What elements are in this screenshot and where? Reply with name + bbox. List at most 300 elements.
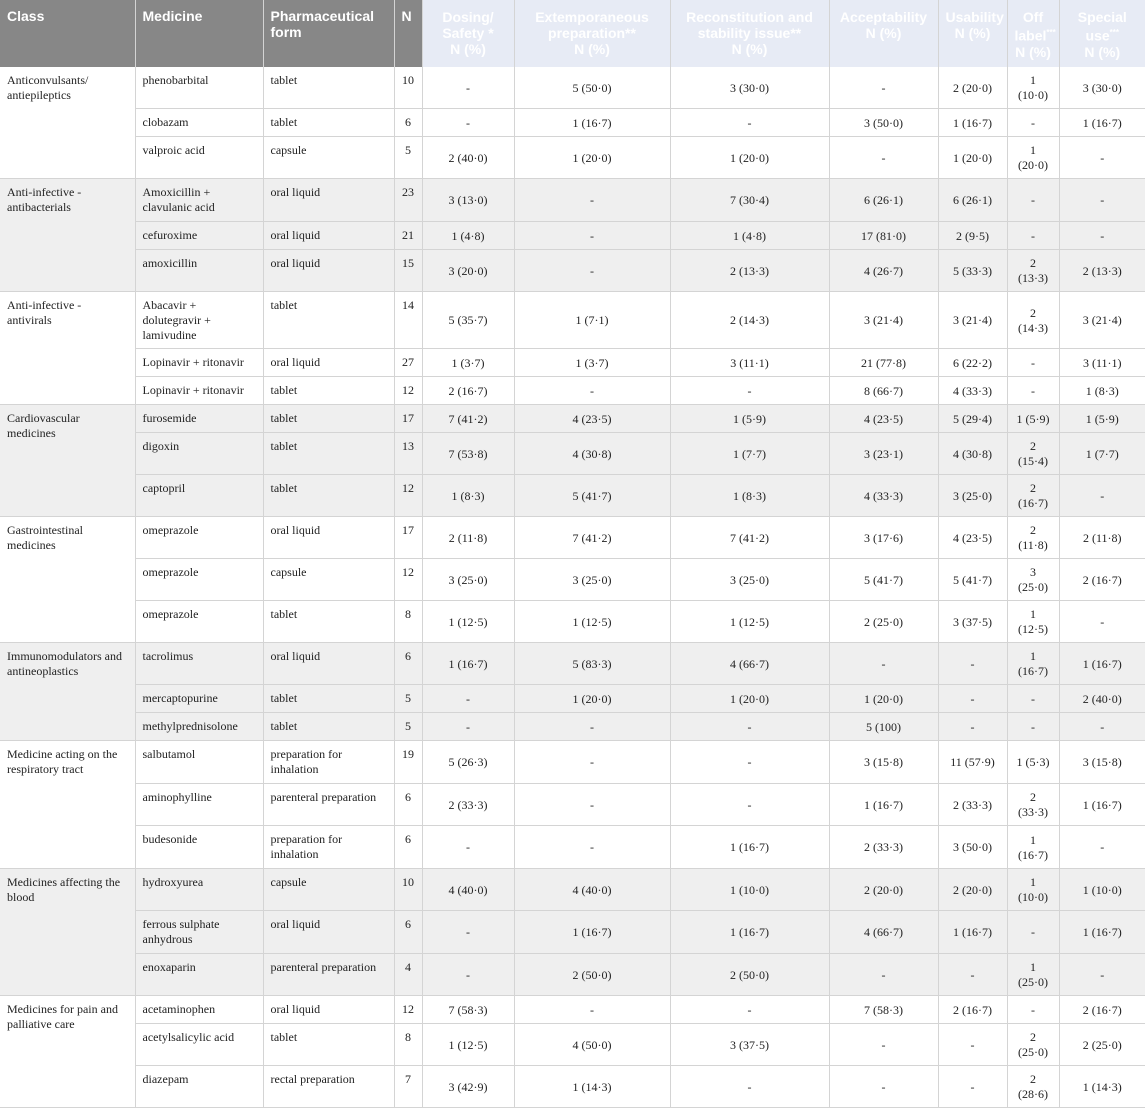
reconstitution-cell: 1 (16·7) [670, 911, 829, 954]
header-special-use-unit: N (%) [1084, 43, 1121, 60]
header-acceptability-label: Acceptability [839, 9, 928, 25]
acceptability-cell: 4 (26·7) [829, 250, 938, 292]
medicine-cell: valproic acid [135, 137, 263, 179]
acceptability-cell: - [829, 1066, 938, 1108]
special-use-cell: - [1059, 713, 1145, 741]
n-cell: 17 [394, 517, 422, 559]
form-cell: tablet [263, 292, 394, 349]
dosing-cell: 4 (40·0) [422, 869, 514, 911]
table-row [0, 869, 1145, 911]
off-label-cell: - [1007, 222, 1059, 250]
form-cell: rectal preparation [263, 1066, 394, 1108]
n-cell: 27 [394, 349, 422, 377]
special-use-cell: 2 (25·0) [1059, 1024, 1145, 1066]
acceptability-cell: - [829, 954, 938, 996]
special-use-cell: 3 (21·4) [1059, 292, 1145, 349]
dosing-cell: 1 (12·5) [422, 601, 514, 643]
reconstitution-cell: 3 (37·5) [670, 1024, 829, 1066]
form-cell: tablet [263, 405, 394, 433]
off-label-cell: 3 (25·0) [1007, 559, 1059, 601]
special-use-cell: 1 (16·7) [1059, 109, 1145, 137]
off-label-cell: 1 (10·0) [1007, 67, 1059, 109]
n-cell: 23 [394, 179, 422, 222]
n-cell: 5 [394, 685, 422, 713]
form-cell: tablet [263, 685, 394, 713]
n-cell: 4 [394, 954, 422, 996]
special-use-cell: 1 (7·7) [1059, 433, 1145, 475]
special-use-cell: - [1059, 222, 1145, 250]
reconstitution-cell: 1 (20·0) [670, 137, 829, 179]
extemporaneous-cell: 4 (23·5) [514, 405, 670, 433]
header-usability-label: Usability [945, 9, 1004, 25]
acceptability-cell: 3 (21·4) [829, 292, 938, 349]
special-use-cell: 1 (8·3) [1059, 377, 1145, 405]
off-label-cell: 1 (5·9) [1007, 405, 1059, 433]
extemporaneous-cell: 1 (14·3) [514, 1066, 670, 1108]
table-row [0, 713, 1145, 741]
n-cell: 12 [394, 475, 422, 517]
header-extemporaneous-unit: N (%) [574, 41, 610, 57]
off-label-cell: - [1007, 109, 1059, 137]
table-row [0, 67, 1145, 109]
class-cell: Anticonvulsants/ antiepileptics [0, 67, 135, 179]
table-row [0, 179, 1145, 222]
form-cell: preparation for inhalation [263, 826, 394, 869]
table-row [0, 826, 1145, 869]
acceptability-cell: 17 (81·0) [829, 222, 938, 250]
usability-cell: 2 (20·0) [938, 67, 1007, 109]
form-cell: tablet [263, 377, 394, 405]
special-use-cell: - [1059, 137, 1145, 179]
acceptability-cell: - [829, 67, 938, 109]
n-cell: 14 [394, 292, 422, 349]
dosing-cell: 3 (42·9) [422, 1066, 514, 1108]
n-cell: 6 [394, 784, 422, 826]
usability-cell: - [938, 1066, 1007, 1108]
dosing-cell: 1 (8·3) [422, 475, 514, 517]
usability-cell: 5 (33·3) [938, 250, 1007, 292]
medicine-cell: tacrolimus [135, 643, 263, 685]
special-use-cell: - [1059, 475, 1145, 517]
extemporaneous-cell: - [514, 826, 670, 869]
special-use-cell: 1 (10·0) [1059, 869, 1145, 911]
table-row [0, 911, 1145, 954]
header-form: Pharmaceutical form [263, 0, 394, 67]
medicine-cell: cefuroxime [135, 222, 263, 250]
dosing-cell: 3 (13·0) [422, 179, 514, 222]
special-use-cell: 1 (16·7) [1059, 911, 1145, 954]
n-cell: 5 [394, 137, 422, 179]
header-special-use-label: Special use [1077, 9, 1127, 44]
usability-cell: 1 (16·7) [938, 109, 1007, 137]
special-use-cell: 3 (15·8) [1059, 741, 1145, 784]
medicine-cell: Lopinavir + ritonavir [135, 349, 263, 377]
special-use-cell: 3 (30·0) [1059, 67, 1145, 109]
n-cell: 6 [394, 109, 422, 137]
acceptability-cell: 2 (25·0) [829, 601, 938, 643]
reconstitution-cell: - [670, 741, 829, 784]
table-row [0, 222, 1145, 250]
table-row [0, 1066, 1145, 1108]
extemporaneous-cell: - [514, 741, 670, 784]
dosing-cell: 1 (4·8) [422, 222, 514, 250]
n-cell: 6 [394, 826, 422, 869]
form-cell: tablet [263, 1024, 394, 1066]
extemporaneous-cell: 2 (50·0) [514, 954, 670, 996]
reconstitution-cell: - [670, 109, 829, 137]
reconstitution-cell: 1 (12·5) [670, 601, 829, 643]
dosing-cell: 2 (11·8) [422, 517, 514, 559]
usability-cell: 11 (57·9) [938, 741, 1007, 784]
medicine-cell: Lopinavir + ritonavir [135, 377, 263, 405]
usability-cell: 5 (29·4) [938, 405, 1007, 433]
table-row [0, 517, 1145, 559]
acceptability-cell: 5 (41·7) [829, 559, 938, 601]
header-off-label-label: Off label [1014, 9, 1047, 44]
header-off-label-unit: N (%) [1015, 43, 1051, 60]
medicine-cell: furosemide [135, 405, 263, 433]
reconstitution-cell: - [670, 996, 829, 1024]
off-label-cell: 1 (20·0) [1007, 137, 1059, 179]
usability-cell: 4 (23·5) [938, 517, 1007, 559]
acceptability-cell: 3 (15·8) [829, 741, 938, 784]
reconstitution-cell: 3 (30·0) [670, 67, 829, 109]
n-cell: 5 [394, 713, 422, 741]
dosing-cell: 1 (16·7) [422, 643, 514, 685]
reconstitution-cell: 4 (66·7) [670, 643, 829, 685]
usability-cell: 2 (20·0) [938, 869, 1007, 911]
class-cell: Medicines affecting the blood [0, 869, 135, 996]
acceptability-cell: 3 (17·6) [829, 517, 938, 559]
header-n: N [394, 0, 422, 67]
usability-cell: 4 (30·8) [938, 433, 1007, 475]
header-reconstitution-label: Reconstitution and stability issue** [686, 9, 813, 41]
off-label-cell: 2 (13·3) [1007, 250, 1059, 292]
form-cell: oral liquid [263, 911, 394, 954]
special-use-cell: 1 (16·7) [1059, 784, 1145, 826]
acceptability-cell: - [829, 137, 938, 179]
n-cell: 6 [394, 911, 422, 954]
medicine-cell: clobazam [135, 109, 263, 137]
class-cell: Anti-infective - antibacterials [0, 179, 135, 292]
off-label-cell: 2 (16·7) [1007, 475, 1059, 517]
dosing-cell: 1 (12·5) [422, 1024, 514, 1066]
dosing-cell: 5 (26·3) [422, 741, 514, 784]
reconstitution-cell: 3 (25·0) [670, 559, 829, 601]
acceptability-cell: 21 (77·8) [829, 349, 938, 377]
table-row [0, 954, 1145, 996]
special-use-cell: - [1059, 954, 1145, 996]
extemporaneous-cell: - [514, 222, 670, 250]
header-extemporaneous [514, 0, 670, 67]
table-row [0, 559, 1145, 601]
form-cell: tablet [263, 109, 394, 137]
acceptability-cell: 4 (33·3) [829, 475, 938, 517]
medicine-cell: aminophylline [135, 784, 263, 826]
off-label-cell: 1 (16·7) [1007, 643, 1059, 685]
extemporaneous-cell: 1 (12·5) [514, 601, 670, 643]
reconstitution-cell: 1 (10·0) [670, 869, 829, 911]
reconstitution-cell: 7 (30·4) [670, 179, 829, 222]
reconstitution-cell: 2 (13·3) [670, 250, 829, 292]
extemporaneous-cell: 1 (7·1) [514, 292, 670, 349]
extemporaneous-cell: 5 (50·0) [514, 67, 670, 109]
table-row [0, 601, 1145, 643]
form-cell: oral liquid [263, 222, 394, 250]
reconstitution-cell: 7 (41·2) [670, 517, 829, 559]
usability-cell: 6 (22·2) [938, 349, 1007, 377]
form-cell: tablet [263, 713, 394, 741]
off-label-cell: - [1007, 911, 1059, 954]
table-row [0, 475, 1145, 517]
medicine-cell: omeprazole [135, 517, 263, 559]
table-header [0, 0, 1145, 67]
header-reconstitution-unit: N (%) [731, 41, 768, 57]
usability-cell: 2 (9·5) [938, 222, 1007, 250]
usability-cell: 3 (37·5) [938, 601, 1007, 643]
class-cell: Medicine acting on the respiratory tract [0, 741, 135, 869]
class-cell: Anti-infective - antivirals [0, 292, 135, 405]
off-label-cell: - [1007, 685, 1059, 713]
usability-cell: - [938, 1024, 1007, 1066]
extemporaneous-cell: - [514, 784, 670, 826]
special-use-cell: - [1059, 601, 1145, 643]
table-row [0, 741, 1145, 784]
medicine-cell: digoxin [135, 433, 263, 475]
form-cell: capsule [263, 559, 394, 601]
reconstitution-cell: 1 (7·7) [670, 433, 829, 475]
form-cell: oral liquid [263, 517, 394, 559]
off-label-cell: 2 (11·8) [1007, 517, 1059, 559]
n-cell: 13 [394, 433, 422, 475]
reconstitution-cell: 1 (5·9) [670, 405, 829, 433]
medicine-cell: salbutamol [135, 741, 263, 784]
medicine-cell: acetaminophen [135, 996, 263, 1024]
n-cell: 12 [394, 377, 422, 405]
medicine-cell: omeprazole [135, 559, 263, 601]
acceptability-cell: 8 (66·7) [829, 377, 938, 405]
table-row [0, 643, 1145, 685]
extemporaneous-cell: 3 (25·0) [514, 559, 670, 601]
header-usability-unit: N (%) [954, 25, 991, 41]
off-label-cell: - [1007, 996, 1059, 1024]
usability-cell: - [938, 713, 1007, 741]
usability-cell: 6 (26·1) [938, 179, 1007, 222]
off-label-cell: 1 (12·5) [1007, 601, 1059, 643]
acceptability-cell: 1 (20·0) [829, 685, 938, 713]
off-label-cell: 2 (25·0) [1007, 1024, 1059, 1066]
dosing-cell: 7 (53·8) [422, 433, 514, 475]
n-cell: 19 [394, 741, 422, 784]
class-cell: Immunomodulators and antineoplastics [0, 643, 135, 741]
acceptability-cell: 5 (100) [829, 713, 938, 741]
dosing-cell: - [422, 954, 514, 996]
header-acceptability-unit: N (%) [865, 25, 902, 41]
dosing-cell: 3 (25·0) [422, 559, 514, 601]
n-cell: 8 [394, 1024, 422, 1066]
table-body [0, 67, 1145, 1108]
special-use-cell: 2 (13·3) [1059, 250, 1145, 292]
dosing-cell: - [422, 685, 514, 713]
table-row [0, 685, 1145, 713]
acceptability-cell: 4 (66·7) [829, 911, 938, 954]
acceptability-cell: 4 (23·5) [829, 405, 938, 433]
dosing-cell: 2 (16·7) [422, 377, 514, 405]
acceptability-cell: - [829, 1024, 938, 1066]
usability-cell: 2 (16·7) [938, 996, 1007, 1024]
table-row [0, 137, 1145, 179]
usability-cell: 5 (41·7) [938, 559, 1007, 601]
off-label-cell: 2 (33·3) [1007, 784, 1059, 826]
usability-cell: 2 (33·3) [938, 784, 1007, 826]
special-use-cell: 2 (16·7) [1059, 996, 1145, 1024]
form-cell: oral liquid [263, 250, 394, 292]
acceptability-cell: 2 (20·0) [829, 869, 938, 911]
special-use-cell: - [1059, 826, 1145, 869]
off-label-cell: 1 (25·0) [1007, 954, 1059, 996]
form-cell: oral liquid [263, 179, 394, 222]
medicine-cell: acetylsalicylic acid [135, 1024, 263, 1066]
reconstitution-cell: 1 (4·8) [670, 222, 829, 250]
reconstitution-cell: 1 (20·0) [670, 685, 829, 713]
dosing-cell: - [422, 911, 514, 954]
special-use-cell: 2 (40·0) [1059, 685, 1145, 713]
header-class: Class [0, 0, 135, 67]
reconstitution-cell: 3 (11·1) [670, 349, 829, 377]
usability-cell: - [938, 685, 1007, 713]
special-use-cell: 1 (16·7) [1059, 643, 1145, 685]
medicine-cell: captopril [135, 475, 263, 517]
table-row [0, 405, 1145, 433]
reconstitution-cell: - [670, 713, 829, 741]
off-label-cell: 1 (16·7) [1007, 826, 1059, 869]
usability-cell: 1 (20·0) [938, 137, 1007, 179]
table-row [0, 1024, 1145, 1066]
n-cell: 17 [394, 405, 422, 433]
n-cell: 21 [394, 222, 422, 250]
off-label-cell: - [1007, 377, 1059, 405]
form-cell: tablet [263, 67, 394, 109]
extemporaneous-cell: 1 (16·7) [514, 109, 670, 137]
dosing-cell: - [422, 826, 514, 869]
table-row [0, 377, 1145, 405]
medicine-cell: Abacavir + dolutegravir + lamivudine [135, 292, 263, 349]
extemporaneous-cell: - [514, 250, 670, 292]
extemporaneous-cell: 5 (41·7) [514, 475, 670, 517]
header-special-use: Special use*** N (%) [1059, 0, 1145, 67]
off-label-cell: 2 (14·3) [1007, 292, 1059, 349]
off-label-cell: - [1007, 179, 1059, 222]
form-cell: tablet [263, 433, 394, 475]
reconstitution-cell: 2 (50·0) [670, 954, 829, 996]
off-label-cell: - [1007, 349, 1059, 377]
table-row [0, 349, 1145, 377]
medicine-cell: ferrous sulphate anhydrous [135, 911, 263, 954]
extemporaneous-cell: 4 (50·0) [514, 1024, 670, 1066]
off-label-cell: 1 (10·0) [1007, 869, 1059, 911]
medicine-cell: methylprednisolone [135, 713, 263, 741]
acceptability-cell: 6 (26·1) [829, 179, 938, 222]
n-cell: 7 [394, 1066, 422, 1108]
dosing-cell: 7 (41·2) [422, 405, 514, 433]
header-dosing [422, 0, 514, 67]
medicine-cell: omeprazole [135, 601, 263, 643]
off-label-cell: - [1007, 713, 1059, 741]
usability-cell: 4 (33·3) [938, 377, 1007, 405]
dosing-cell: 2 (33·3) [422, 784, 514, 826]
extemporaneous-cell: 1 (3·7) [514, 349, 670, 377]
dosing-cell: - [422, 109, 514, 137]
header-usability [938, 0, 1007, 67]
acceptability-cell: 3 (50·0) [829, 109, 938, 137]
dosing-cell: 2 (40·0) [422, 137, 514, 179]
extemporaneous-cell: 5 (83·3) [514, 643, 670, 685]
n-cell: 10 [394, 67, 422, 109]
acceptability-cell: 7 (58·3) [829, 996, 938, 1024]
header-off-label: Off label*** N (%) [1007, 0, 1059, 67]
n-cell: 8 [394, 601, 422, 643]
class-cell: Gastrointestinal medicines [0, 517, 135, 643]
form-cell: oral liquid [263, 643, 394, 685]
special-use-cell: 2 (11·8) [1059, 517, 1145, 559]
header-acceptability [829, 0, 938, 67]
off-label-cell: 1 (5·3) [1007, 741, 1059, 784]
acceptability-cell: - [829, 643, 938, 685]
form-cell: capsule [263, 137, 394, 179]
table-row [0, 250, 1145, 292]
table-row [0, 109, 1145, 137]
header-reconstitution [670, 0, 829, 67]
usability-cell: - [938, 643, 1007, 685]
table-row [0, 996, 1145, 1024]
medicine-cell: enoxaparin [135, 954, 263, 996]
special-use-cell: 1 (5·9) [1059, 405, 1145, 433]
extemporaneous-cell: 4 (40·0) [514, 869, 670, 911]
extemporaneous-cell: - [514, 713, 670, 741]
medicine-cell: Amoxicillin + clavulanic acid [135, 179, 263, 222]
header-dosing-unit: N (%) [450, 41, 486, 57]
usability-cell: 3 (50·0) [938, 826, 1007, 869]
extemporaneous-cell: 7 (41·2) [514, 517, 670, 559]
form-cell: parenteral preparation [263, 954, 394, 996]
extemporaneous-cell: 1 (20·0) [514, 137, 670, 179]
medicine-cell: mercaptopurine [135, 685, 263, 713]
n-cell: 6 [394, 643, 422, 685]
class-cell: Cardiovascular medicines [0, 405, 135, 517]
header-medicine: Medicine [135, 0, 263, 67]
usability-cell: 1 (16·7) [938, 911, 1007, 954]
dosing-cell: 3 (20·0) [422, 250, 514, 292]
acceptability-cell: 3 (23·1) [829, 433, 938, 475]
form-cell: capsule [263, 869, 394, 911]
dosing-cell: 5 (35·7) [422, 292, 514, 349]
extemporaneous-cell: - [514, 996, 670, 1024]
special-use-cell: 3 (11·1) [1059, 349, 1145, 377]
dosing-cell: 7 (58·3) [422, 996, 514, 1024]
medicine-cell: amoxicillin [135, 250, 263, 292]
reconstitution-cell: - [670, 1066, 829, 1108]
form-cell: tablet [263, 475, 394, 517]
acceptability-cell: 2 (33·3) [829, 826, 938, 869]
class-cell: Medicines for pain and palliative care [0, 996, 135, 1108]
extemporaneous-cell: - [514, 179, 670, 222]
form-cell: preparation for inhalation [263, 741, 394, 784]
acceptability-cell: 1 (16·7) [829, 784, 938, 826]
form-cell: parenteral preparation [263, 784, 394, 826]
special-use-cell: 1 (14·3) [1059, 1066, 1145, 1108]
dosing-cell: - [422, 67, 514, 109]
table-row [0, 292, 1145, 349]
